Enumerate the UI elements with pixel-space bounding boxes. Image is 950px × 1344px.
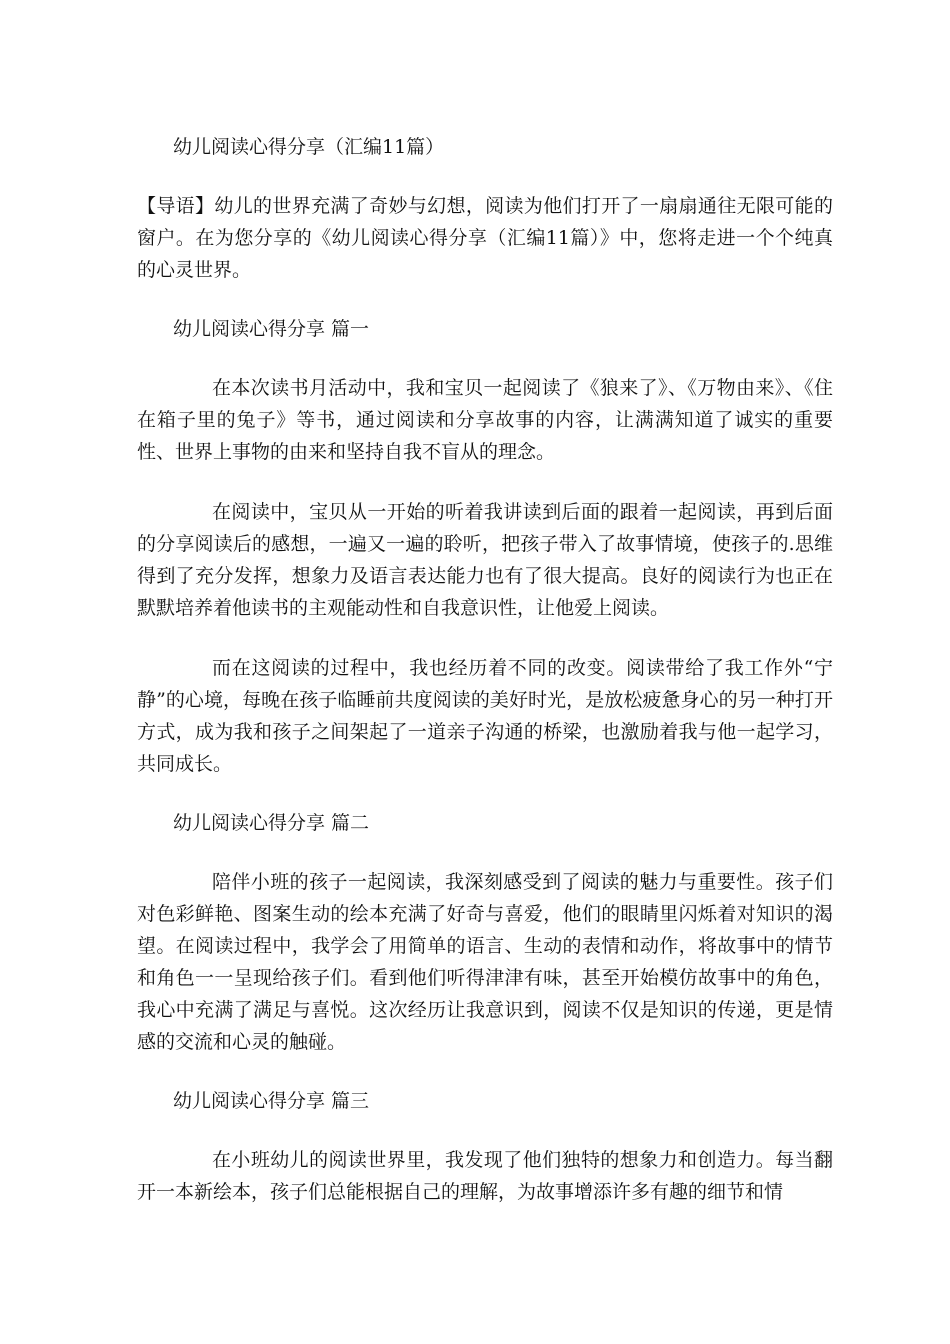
document-title: 幼儿阅读心得分享（汇编11篇） <box>173 136 445 158</box>
section-heading-1: 幼儿阅读心得分享 篇一 <box>173 318 370 340</box>
document-body <box>137 132 833 1236</box>
section-1-paragraph-1: 在本次读书月活动中，我和宝贝一起阅读了《狼来了》、《万物由来》、《住在箱子里的兔子》等书，通过阅读和分享故事的内容，让满满知道了诚实的重要性、世界上事物的由来和坚持自我不盲从的理念。 <box>137 377 833 463</box>
section-3-paragraph-1: 在小班幼儿的阅读世界里，我发现了他们独特的想象力和创造力。每当翻开一本新绘本，孩子们总能根据自己的理解，为故事增添许多有趣的细节和情 <box>137 1149 833 1203</box>
section-heading-2: 幼儿阅读心得分享 篇二 <box>173 812 370 834</box>
section-heading-3: 幼儿阅读心得分享 篇三 <box>173 1090 370 1112</box>
section-1-paragraph-3: 而在这阅读的过程中，我也经历着不同的改变。阅读带给了我工作外“宁静”的心境，每晚在孩子临睡前共度阅读的美好时光，是放松疲惫身心的另一种打开方式，成为我和孩子之间架起了一道亲子沟通的桥梁，也激励着我与他一起学习，共同成长。 <box>137 657 833 775</box>
intro-paragraph: 【导语】幼儿的世界充满了奇妙与幻想，阅读为他们打开了一扇扇通往无限可能的窗户。在为您分享的《幼儿阅读心得分享（汇编11篇）》中，您将走进一个个纯真的心灵世界。 <box>137 195 833 281</box>
section-1-paragraph-2: 在阅读中，宝贝从一开始的听着我讲读到后面的跟着一起阅读，再到后面的分享阅读后的感想，一遍又一遍的聆听，把孩子带入了故事情境，使孩子的.思维得到了充分发挥，想象力及语言表达能力也有了很大提高。良好的阅读行为也正在默默培养着他读书的主观能动性和自我意识性，让他爱上阅读。 <box>137 501 833 619</box>
section-2-paragraph-1: 陪伴小班的孩子一起阅读，我深刻感受到了阅读的魅力与重要性。孩子们对色彩鲜艳、图案生动的绘本充满了好奇与喜爱，他们的眼睛里闪烁着对知识的渴望。在阅读过程中，我学会了用简单的语言、生动的表情和动作，将故事中的情节和角色一一呈现给孩子们。看到他们听得津津有味，甚至开始模仿故事中的角色，我心中充满了满足与喜悦。这次经历让我意识到，阅读不仅是知识的传递，更是情感的交流和心灵的触碰。 <box>137 871 833 1053</box>
